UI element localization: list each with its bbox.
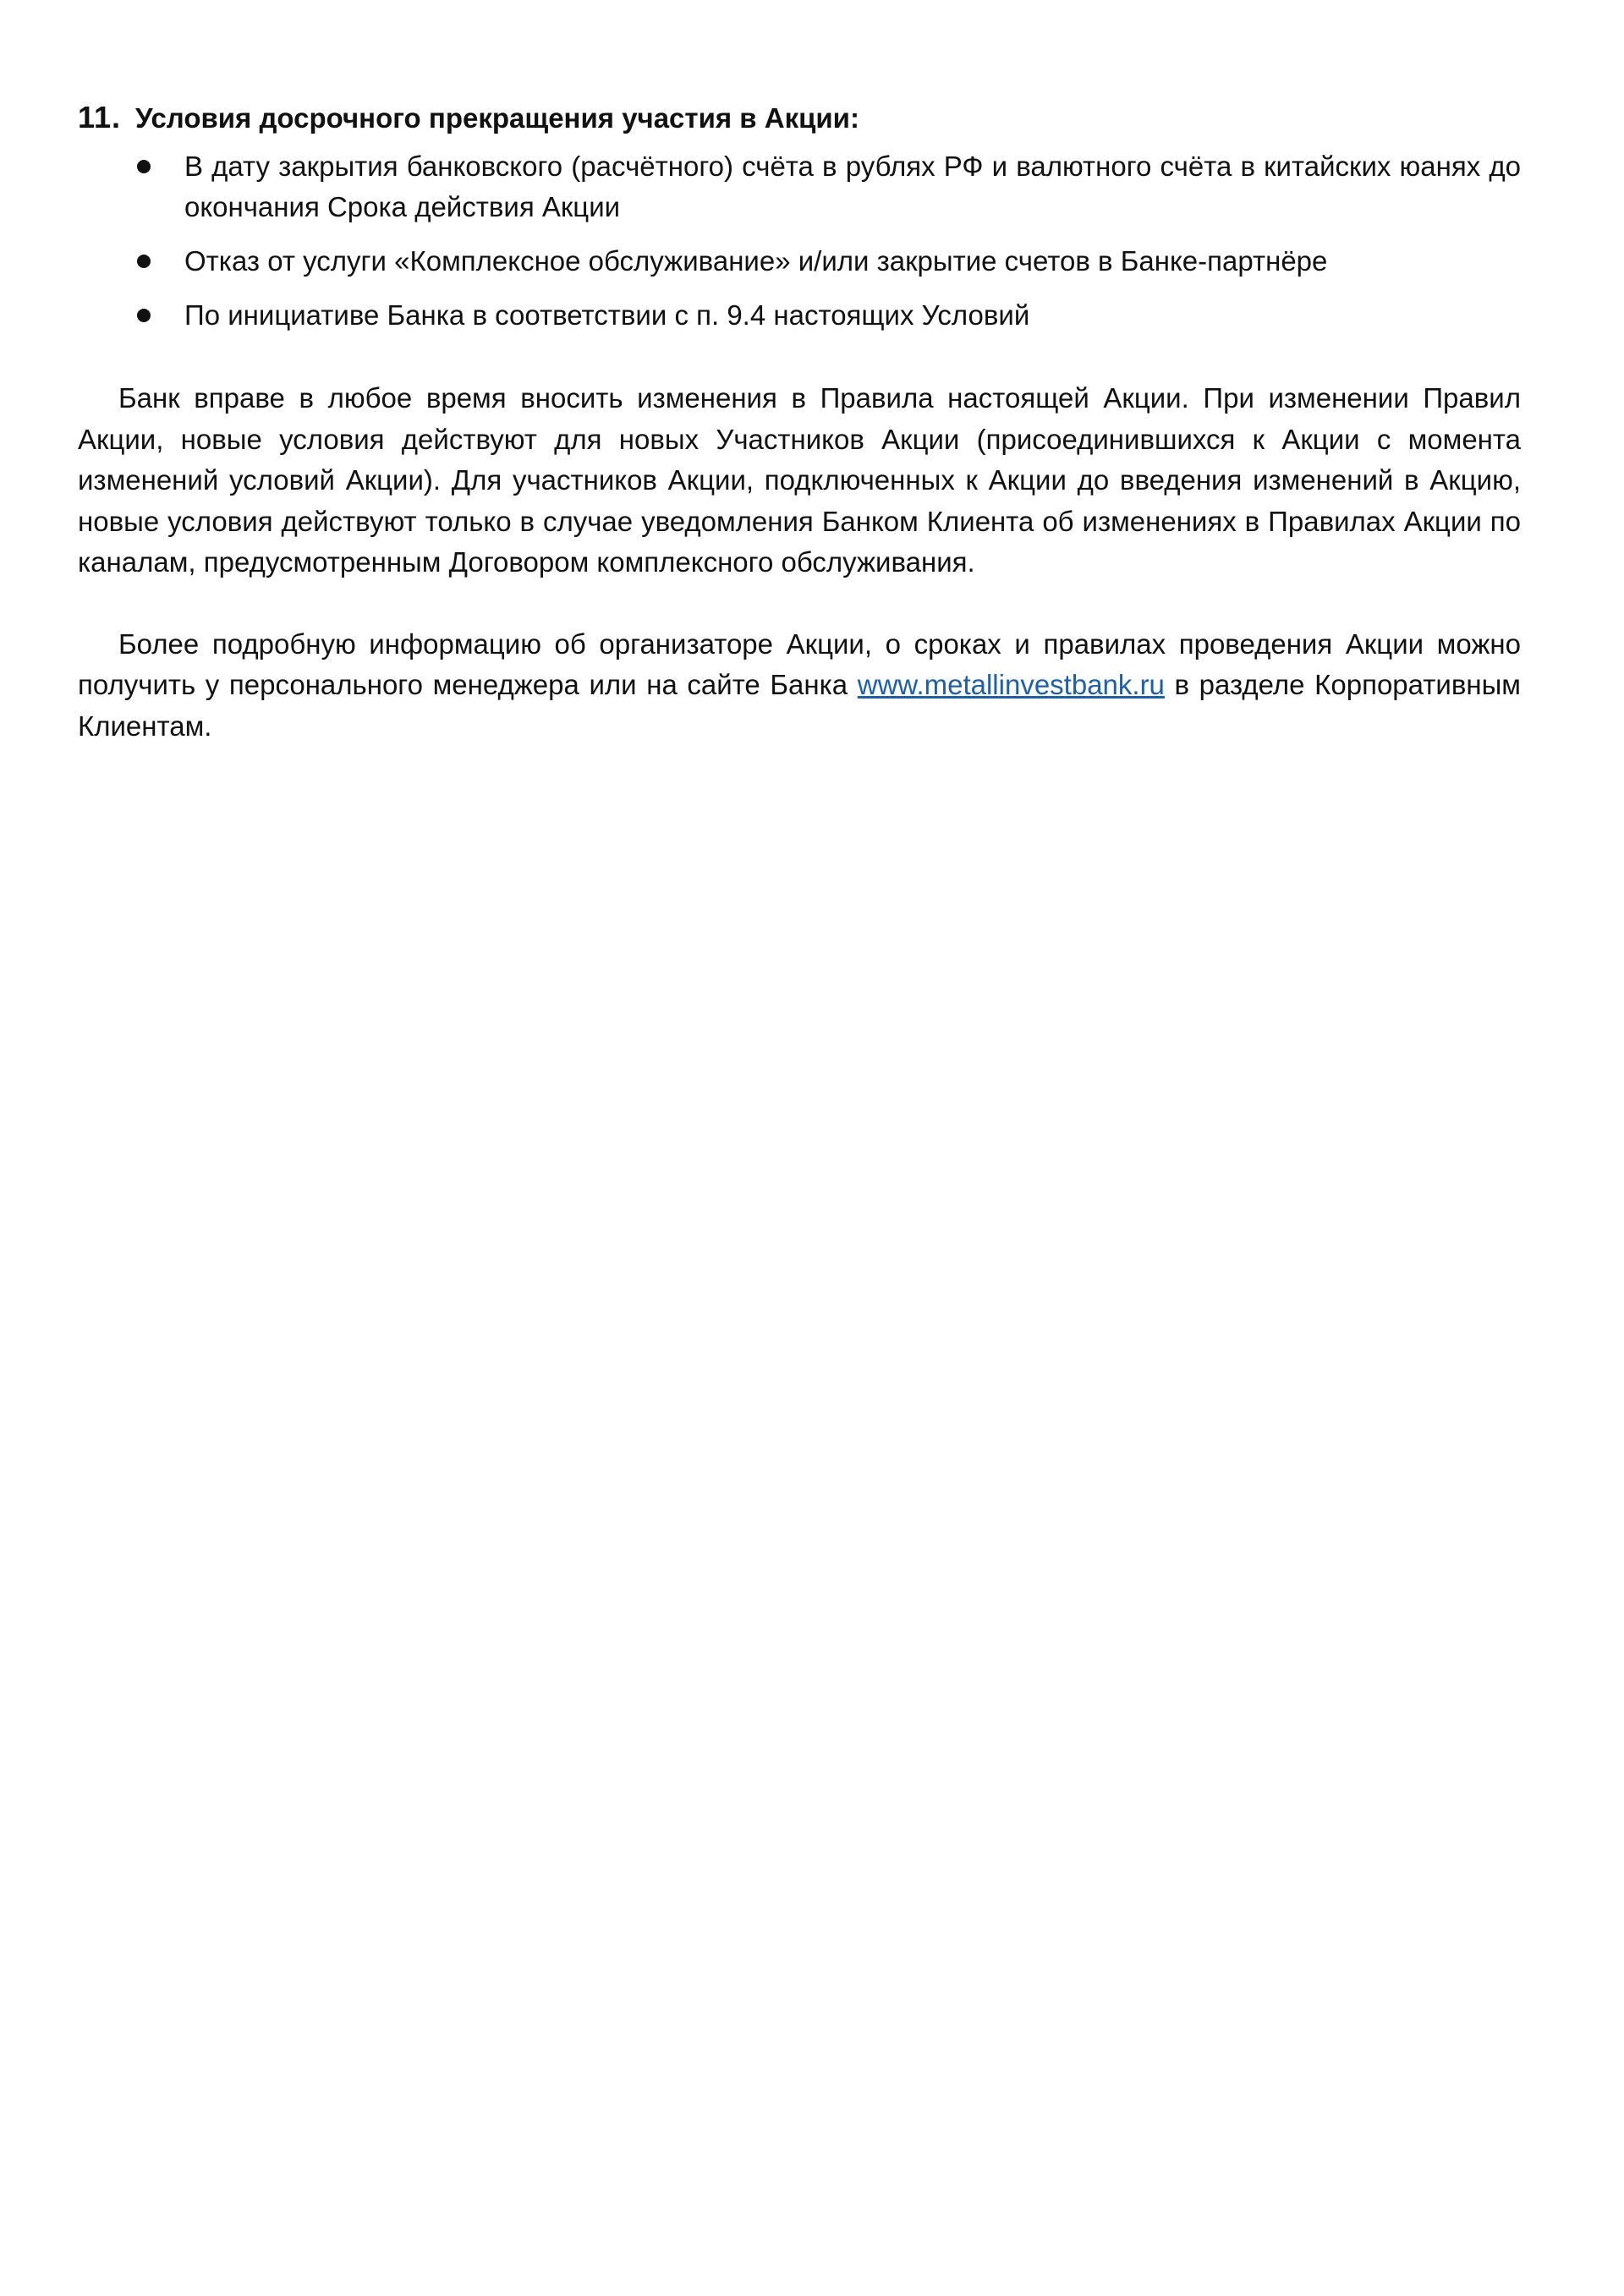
section-heading [78, 100, 1521, 136]
list-item [78, 295, 1521, 336]
list-item-text: Отказ от услуги «Комплексное обслуживание» и/или закрытие счетов в Банке-партнёре [184, 245, 1328, 277]
section-number: 11. [78, 100, 122, 134]
document-page [78, 100, 1521, 747]
bullet-icon [137, 160, 151, 173]
bank-website-link[interactable]: www.metallinvestbank.ru [857, 669, 1165, 700]
list-item-text: В дату закрытия банковского (расчётного) счёта в рублях РФ и валютного счёта в китайских юанях до окончания Срока действия Акции [184, 151, 1521, 222]
info-paragraph [78, 624, 1521, 748]
bullet-icon [137, 309, 151, 322]
list-item [78, 241, 1521, 282]
termination-conditions-list [78, 146, 1521, 336]
list-item [78, 146, 1521, 227]
info-paragraph-text: Более подробную информацию об организаторе Акции, о сроках и правилах проведения Акции можно получить у персонального менеджера или на сайте Банка [78, 627, 1521, 700]
changes-paragraph: Банк вправе в любое время вносить изменения в Правила настоящей Акции. При изменении Правил Акции, новые условия действуют для новых Участников Акции (присоединившихся к Акции с момента изменений условий Акции). Для участников Акции, подключенных к Акции до введения изменений в Акцию, новые условия действуют только в случае уведомления Банком Клиента об изменениях в Правилах Акции по каналам, предусмотренным Договором комплексного обслуживания. [78, 382, 1521, 578]
bullet-icon [137, 255, 151, 268]
section-title: Условия досрочного прекращения участия в Акции: [135, 102, 859, 134]
list-item-text: По инициативе Банка в соответствии с п. 9.4 настоящих Условий [184, 299, 1030, 331]
info-paragraph-tail: в разделе Корпоративным Клиентам. [78, 669, 1521, 742]
